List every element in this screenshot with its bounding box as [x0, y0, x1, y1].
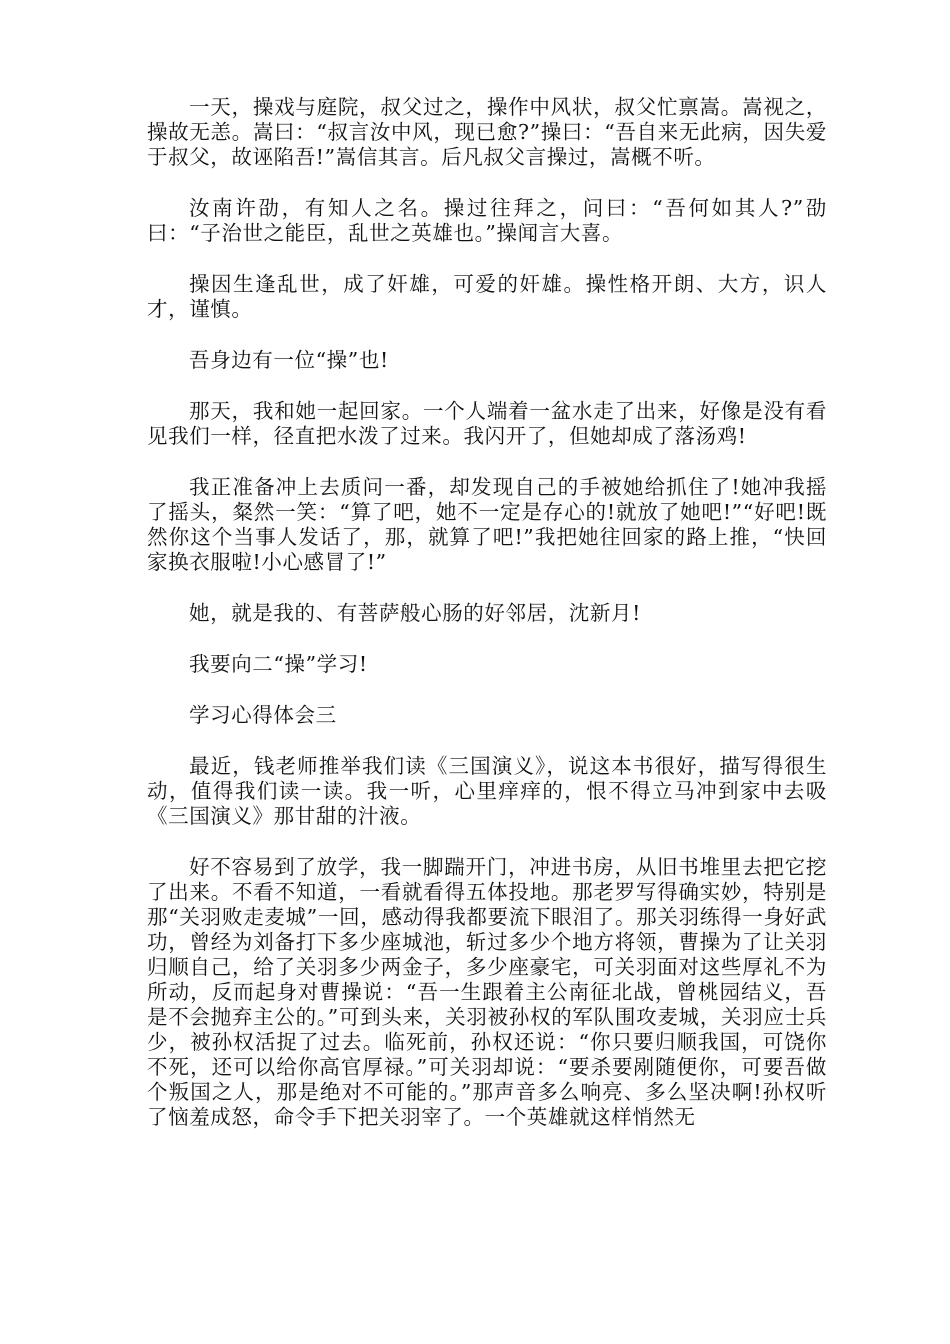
- section-heading: 学习心得体会三: [189, 703, 337, 727]
- paragraph-9: 最近，钱老师推举我们读《三国演义》，说这本书很好，描写得很生动，值得我们读一读。我一听，心里痒痒的，恨不得立马冲到家中去吸《三国演义》那甘甜的汁液。: [147, 754, 827, 828]
- paragraph-1: 一天，操戏与庭院，叔父过之，操作中风状，叔父忙禀嵩。嵩视之，操故无恙。嵩曰：“叔言汝中风，现已愈?”操曰：“吾自来无此病，因失爱于叔父，故诬陷吾!”嵩信其言。后凡叔父言操过，嵩概不听。: [147, 95, 827, 169]
- paragraph-8: 我要向二“操”学习!: [189, 652, 368, 676]
- paragraph-4: 吾身边有一位“操”也!: [189, 348, 389, 372]
- paragraph-2: 汝南许劭，有知人之名。操过往拜之，问曰：“吾何如其人?”劭曰：“子治世之能臣，乱世之英雄也。”操闻言大喜。: [147, 196, 827, 245]
- paragraph-3: 操因生逢乱世，成了奸雄，可爱的奸雄。操性格开朗、大方，识人才，谨慎。: [147, 272, 827, 321]
- paragraph-5: 那天，我和她一起回家。一个人端着一盆水走了出来，好像是没有看见我们一样，径直把水泼了过来。我闪开了，但她却成了落汤鸡!: [147, 399, 827, 448]
- paragraph-6: 我正准备冲上去质问一番，却发现自己的手被她给抓住了!她冲我摇了摇头，粲然一笑：“算了吧，她不一定是存心的!就放了她吧!”“好吧!既然你这个当事人发话了，那，就算了吧!”我把她往回家的路上推，“快回家换衣服啦!小心感冒了!”: [147, 475, 827, 574]
- document-page: [147, 95, 827, 1130]
- paragraph-7: 她，就是我的、有菩萨般心肠的好邻居，沈新月!: [189, 601, 641, 625]
- paragraph-10: 好不容易到了放学，我一脚踹开门，冲进书房，从旧书堆里去把它挖了出来。不看不知道，一看就看得五体投地。那老罗写得确实妙，特别是那“关羽败走麦城”一回，感动得我都要流下眼泪了。那关羽练得一身好武功，曾经为刘备打下多少座城池，斩过多少个地方将领，曹操为了让关羽归顺自己，给了关羽多少两金子，多少座豪宅，可关羽面对这些厚礼不为所动，反而起身对曹操说：“吾一生跟着主公南征北战，曾桃园结义，吾是不会抛弃主公的。”可到头来，关羽被孙权的军队围攻麦城，关羽应士兵少，被孙权活捉了过去。临死前，孙权还说：“你只要归顺我国，可饶你不死，还可以给你高官厚禄。”可关羽却说：“要杀要剐随便你，可要吾做个叛国之人，那是绝对不可能的。”那声音多么响亮、多么坚决啊!孙权听了恼羞成怒，命令手下把关羽宰了。一个英雄就这样悄然无: [147, 855, 827, 1129]
